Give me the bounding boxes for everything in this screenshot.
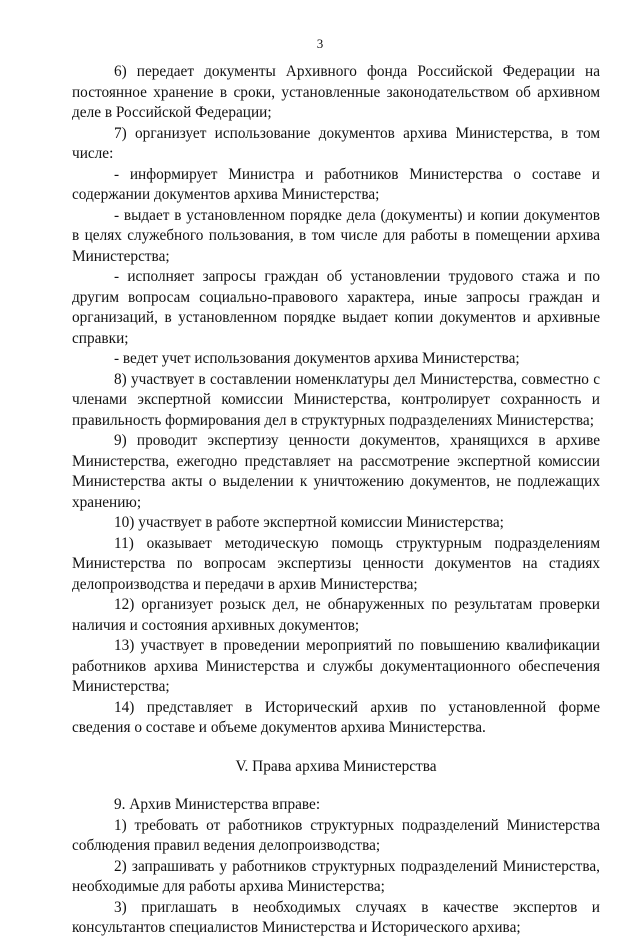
right-item-3: 3) приглашать в необходимых случаях в качестве экспертов и консультантов специалистов Министерства и Исторического архива;: [72, 898, 600, 936]
bullet-inform: - информирует Министра и работников Министерства о составе и содержании документов архива Министерства;: [72, 165, 600, 203]
paragraph-item-7: 7) организует использование документов архива Министерства, в том числе:: [72, 124, 600, 162]
paragraph-item-14: 14) представляет в Исторический архив по установленной форме сведения о составе и объеме документов архива Министерства.: [72, 698, 600, 736]
paragraph-item-12: 12) организует розыск дел, не обнаруженных по результатам проверки наличия и состояния архивных документов;: [72, 596, 600, 634]
right-item-1: 1) требовать от работников структурных подразделений Министерства соблюдения правил ведения делопроизводства;: [72, 816, 600, 854]
bullet-issue-documents: - выдает в установленном порядке дела (документы) и копии документов в целях служебного пользования, в том числе для работы в помещении архива Министерства;: [72, 206, 600, 265]
section-heading: V. Права архива Министерства: [235, 757, 437, 775]
paragraph-item-10: 10) участвует в работе экспертной комиссии Министерства;: [114, 514, 504, 531]
paragraph-item-6: 6) передает документы Архивного фонда Российской Федерации на постоянное хранение в сроки, установленные законодательством об архивном деле в Российской Федерации;: [72, 63, 600, 121]
paragraph-item-8: 8) участвует в составлении номенклатуры дел Министерства, совместно с членами экспертной комиссии Министерства, контролирует сохранность и правильность формирования дел в структурных подразделениях Министерства;: [72, 370, 600, 429]
document-body: [72, 62, 600, 939]
right-item-2: 2) запрашивать у работников структурных подразделений Министерства, необходимые для работы архива Министерства;: [72, 857, 600, 895]
paragraph-item-13: 13) участвует в проведении мероприятий по повышению квалификации работников архива Министерства и службы документационного обеспечения Министерства;: [72, 637, 600, 695]
paragraph-item-9: 9) проводит экспертизу ценности документов, хранящихся в архиве Министерства, ежегодно представляет на рассмотрение экспертной комиссии Министерства акты о выделении к уничтожению документов, не подлежащих хранению;: [72, 432, 600, 511]
bullet-usage-accounting: - ведет учет использования документов архива Министерства;: [114, 350, 520, 367]
paragraph-item-11: 11) оказывает методическую помощь структурным подразделениям Министерства по вопросам экспертизы ценности документов на стадиях делопроизводства и передачи в архив Министерства;: [72, 534, 600, 593]
bullet-requests: - исполняет запросы граждан об установлении трудового стажа и по другим вопросам социально-правового характера, иные запросы граждан и организаций, в установленном порядке выдает копии документов и архивные справки;: [72, 268, 600, 347]
page-number: 3: [316, 36, 324, 51]
section-intro: 9. Архив Министерства вправе:: [114, 796, 321, 813]
